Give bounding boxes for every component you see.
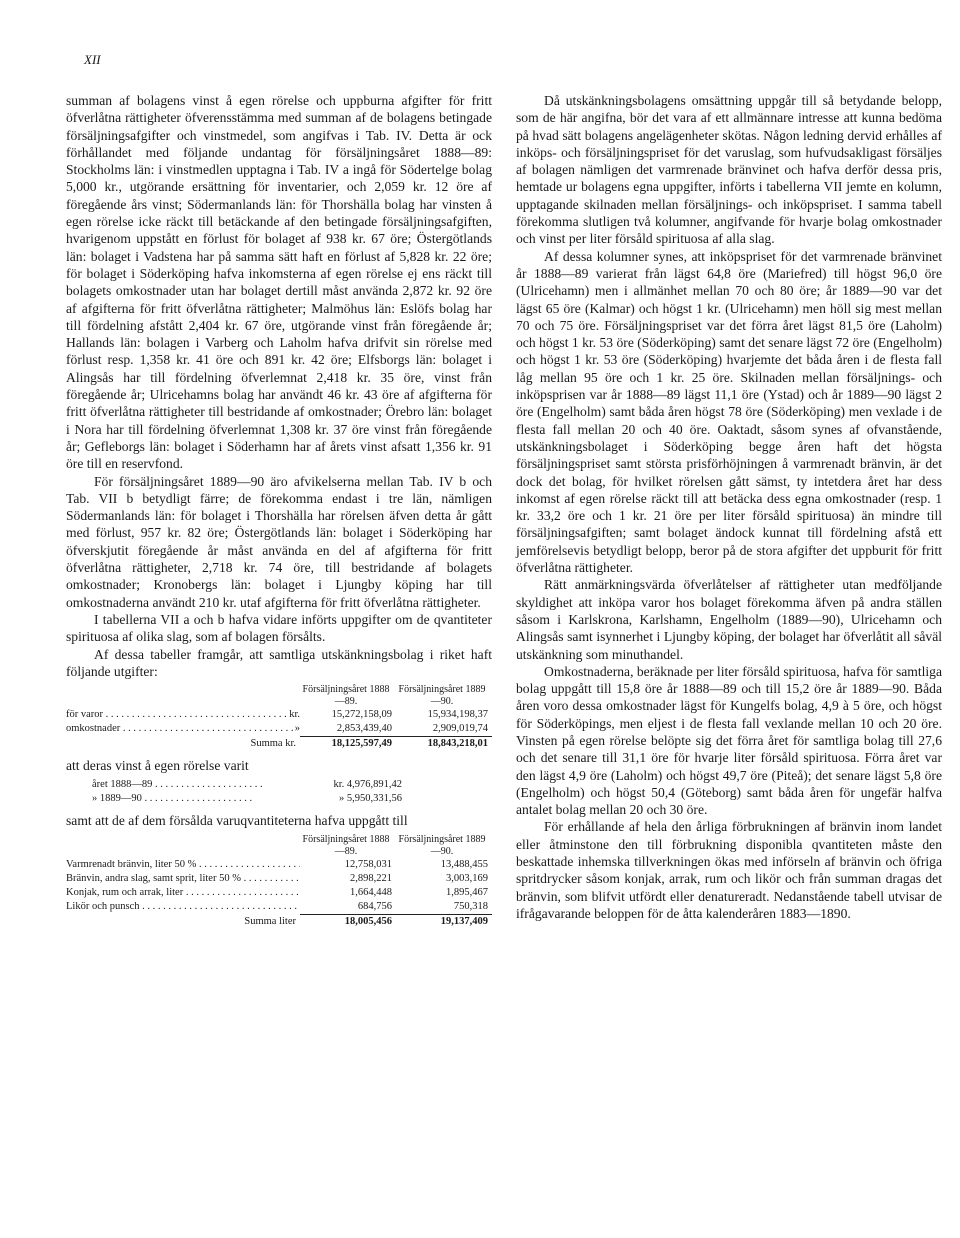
row-label: » 1889—90 . . . bbox=[92, 792, 292, 806]
row-label: året 1888—89 . . . bbox=[92, 778, 292, 792]
quantities-table bbox=[66, 834, 492, 929]
table-cell: 15,934,198,37 bbox=[427, 709, 488, 721]
table-header-row bbox=[66, 834, 492, 858]
table-cell: 15,272,158,09 bbox=[331, 709, 392, 721]
paragraph: Omkostnaderna, beräknade per liter försåld spirituosa, hafva för samtliga bolag uppgått till 15,8 öre år 1888—89 och till 15,2 öre år 1889—90. Båda åren voro dessa omkostnader lägst för Kungelfs bolag, 4,9 à 5 öre, och högst för Söderköpings, men eljest i de flesta fall vexlande mellan 10 och 20 öre. Vinsten på egen rörelse belöpte sig det förra året för samtliga bolag till 27,6 och det senare till 31,1 öre för hvarje liter försåld spirituosa. Förra året var den lägst 4,9 öre (Laholm) och högst 49,7 öre (Piteå); det senare lägst 5,8 öre (Engelholm) och högst 50,4 (Göteborg) samt båda åren för ungefär halfva antalet bolag mellan 20 och 30 öre. bbox=[516, 663, 942, 818]
table-cell: 2,853,439,40 bbox=[336, 723, 392, 735]
column-header: Försäljningsåret 1888—89. bbox=[302, 833, 390, 857]
profit-table bbox=[66, 778, 492, 806]
unit: kr. bbox=[289, 709, 300, 721]
column-header: Försäljningsåret 1889—90. bbox=[398, 833, 486, 857]
table-cell: 1,664,448 bbox=[350, 886, 392, 898]
table-cell: 18,005,456 bbox=[300, 914, 396, 929]
paragraph: Af dessa kolumner synes, att inköpspriset för det varmrenade bränvinet år 1888—89 varierat från lägst 64,8 öre (Mariefred) till högst 96,0 öre (Ulricehamn) men i allmänhet mellan 70 och 80 öre; år 1889—90 var det lägst 65 öre (Kalmar) och högst 1 kr. (Ulricehamn) men höll sig mest mellan 70 och 75 öre. Försäljningspriset var det förra året lägst 81,5 öre (Laholm) och högst 1 kr. 53 öre (Söderköping) samt det senare lägst 72 öre (Engelholm) och högst 1 kr. 53 öre (Söderköping) hvarjemte det båda åren i de flesta fall låg mellan 95 öre och 1 kr. 25 öre. Skilnaden mellan försäljnings- och inköpsprisen var år 1888—89 lägst 11,1 öre (Ystad) och år 1889—90 lägst 2 öre (Engelholm) samt båda åren högst 78 öre (Söderköping) men vexlade i de flesta fall mellan 20 och 40 öre. Oaktadt, såsom synes af ofvanstående, utskänkningsbolaget i Söderköping begge åren haft det högsta försäljningspriset samt största prisförhöjningen å varmrenadt bränvin, är det dock det bolag, för hvilket rörelsen gått sämst, ty intetdera året har dess inkomst af egen rörelse räckt till att betäcka dess egna omkostnader (resp. 1 kr. 33,2 öre och 1 kr. 21 öre per liter försåld spirituosa) än mindre till försäljningsafgiften; samt bolaget ändock kunnat till fördelning afstå ett jemförelsevis betydligt belopp, beror på de stora afgifter det uppburit för fritt öfverlåtna rättigheter. bbox=[516, 248, 942, 576]
column-header: Försäljningsåret 1889—90. bbox=[398, 684, 486, 708]
paragraph: Af dessa tabeller framgår, att samtliga utskänkningsbolag i riket haft följande utgifter: bbox=[66, 646, 492, 679]
row-label: för varor . . . bbox=[66, 708, 289, 722]
table-row bbox=[66, 886, 492, 900]
row-label: omkostnader . . . bbox=[66, 722, 295, 736]
table-cell: 1,895,467 bbox=[446, 886, 488, 898]
paragraph: att deras vinst å egen rörelse varit bbox=[66, 758, 249, 774]
paragraph: För försäljningsåret 1889—90 äro afvikelserna mellan Tab. IV b och Tab. VII b betydligt färre; de förekomma endast i tre län, nämligen Södermanlands län: för bolaget i Thorshälla har rörelsen äfven detta år gått med förlust, 957 kr. 82 öre; Östergötlands län: bolaget i Söderköping har öfverskjutit föregående år måst använda en del af afgifterna för fritt öfverlåtna rättigheter, 2,718 kr. 74 öre, till bestridande af bolagets omkostnader; Kronobergs län: bolaget i Ljungby köping har till omkostnaderna användt 210 kr. utaf afgifterna för fritt öfverlåtna rättigheter. bbox=[66, 473, 492, 610]
table-cell: 19,137,409 bbox=[396, 914, 492, 929]
table-cell: 2,909,019,74 bbox=[432, 723, 488, 735]
table-row bbox=[66, 858, 492, 872]
expenses-table bbox=[66, 684, 492, 751]
table-cell: 3,003,169 bbox=[446, 872, 488, 884]
table-row bbox=[66, 792, 492, 806]
table-cell: » 5,950,331,56 bbox=[339, 793, 402, 805]
paragraph: Rätt anmärkningsvärda öfverlåtelser af rättigheter utan medföljande skyldighet att inköpa varor hos bolaget förekomma äfven på andra ställen såsom i Karlskrona, Karlshamn, Engelholm (1889—90), Ulricehamn och Alingsås samt isynnerhet i Ljungby köping, der bolaget har öfverlåtit all såväl utskänkning som minuthandel. bbox=[516, 577, 942, 662]
table-cell: 18,125,597,49 bbox=[300, 736, 396, 751]
table-cell: kr. 4,976,891,42 bbox=[333, 779, 402, 791]
paragraph: För erhållande af hela den årliga förbrukningen af bränvin inom landet eller åtminstone den till förbrukning disponibla qvantiteten måste den beskattade inhemska tillverkningen ökas med införseln af bränvin och öfriga spritdrycker såsom konjak, arrak, rum och likör och från summan dragas det bränvin, som blifvit utfördt eller denatureradt. Nedanstående tabell utvisar de ifrågavarande beloppen för de åtta kalenderåren 1883—1890. bbox=[516, 819, 942, 921]
table-cell: 13,488,455 bbox=[440, 858, 488, 870]
table-cell: 12,758,031 bbox=[344, 858, 392, 870]
table-cell: 18,843,218,01 bbox=[396, 736, 492, 751]
unit: » bbox=[294, 723, 300, 735]
table-cell: 2,898,221 bbox=[350, 872, 392, 884]
page-number: XII bbox=[84, 52, 101, 67]
row-label: Konjak, rum och arrak, liter . . . bbox=[66, 886, 300, 900]
paragraph: I tabellerna VII a och b hafva vidare införts uppgifter om de qvantiteter spirituosa af olika slag, som af bolagen försålts. bbox=[66, 611, 492, 645]
left-column bbox=[66, 92, 492, 935]
paragraph: samt att de af dem försålda varuqvantiteterna hafva uppgått till bbox=[66, 813, 408, 829]
table-row bbox=[66, 708, 492, 722]
row-label: Likör och punsch . . . bbox=[66, 900, 300, 914]
table-cell: 684,756 bbox=[357, 900, 392, 912]
total-label: Summa kr. bbox=[250, 738, 296, 750]
table-row bbox=[66, 872, 492, 886]
table-row bbox=[66, 778, 492, 792]
paragraph: summan af bolagens vinst å egen rörelse och uppburna afgifter för fritt öfverlåtna rättigheter öfverensstämma med summan af de bolagens betingade försäljningsafgifter och vinstmedel, som angifvas i Tab. IV. Detta är ock förhållandet med följande undantag för försäljningsåret 1888—89: Stockholms län: i vinstmedlen upptagna i Tab. IV a ingå för Södertelge bolag 5,000 kr., utgörande ersättning för inventarier, och 2,059 kr. 12 öre af föregående års vinst; Södermanlands län: för Thorshälla bolag har vinsten å egen rörelse icke räckt till betäckande af den betingade försäljningsafgiften, hvarigenom uppstått en förlust för bolaget af 938 kr. 67 öre; Östergötlands län: bolaget i Vadstena har på samma sätt haft en förlust af 5,828 kr. 22 öre; för bolaget i Söderköping hafva inkomsterna af egen rörelse ej ens räckt till bolagets omkostnader utan har bolaget dertill måst använda 2,872 kr. 92 öre af afgifterna för fritt öfverlåtna rättigheter; Malmöhus län: Eslöfs bolag har till fördelning afstått 2,404 kr. 67 öre, utgörande vinst från föregående år; Hallands län: bolagen i Varberg och Laholm hafva drifvit sin rörelse med förlust resp. 1,358 kr. 41 öre och 891 kr. 42 öre; Elfsborgs län: bolaget i Alingsås har till fördelning öfverlemnat 2,418 kr. 35 öre, vinst från föregående år; Ulricehamns bolag har användt 46 kr. 43 öre af afgifterna för fritt öfverlåtna rättigheter till bestridande af omkostnader; Örebro län: bolaget i Nora har till fördelning öfverlemnat 1,308 kr. 37 öre vinst från föregående år; Gefleborgs län: bolaget i Söderhamn har af årets vinst afsatt 1,356 kr. 91 öre till en reservfond. bbox=[66, 93, 492, 472]
row-label: Varmrenadt bränvin, liter 50 % . . . bbox=[66, 858, 300, 872]
right-column bbox=[516, 92, 942, 922]
total-label: Summa liter bbox=[244, 915, 296, 927]
table-total-row bbox=[66, 914, 492, 929]
table-row bbox=[66, 722, 492, 736]
table-total-row bbox=[66, 736, 492, 751]
column-header: Försäljningsåret 1888—89. bbox=[302, 684, 390, 708]
table-row bbox=[66, 900, 492, 914]
table-cell: 750,318 bbox=[453, 900, 488, 912]
row-label: Bränvin, andra slag, samt sprit, liter 50 % . . . bbox=[66, 872, 300, 886]
table-header-row bbox=[66, 684, 492, 708]
paragraph: Då utskänkningsbolagens omsättning uppgår till så betydande belopp, som de här angifna, bör det vara af ett allmännare intresse att kunna bedöma på hvad sätt bolagens angelägenheter skötas. Någon ledning dervid erhålles af inköps- och försäljningspriset för det varuslag, som hufvudsakligast försäljes af bolagen nämligen det varmrenade bränvinet och hafva derför dessa pris, hemtade ur bolagens egna uppgifter, införts i tabellerna VII jemte en kolumn, upptagande skilnaden mellan försäljnings- och inköpspriset. I samma tabell förekomma slutligen två kolumner, angifvande för hvarje bolag omkostnader och vinst per liter försåld spirituosa af alla slag. bbox=[516, 93, 942, 247]
